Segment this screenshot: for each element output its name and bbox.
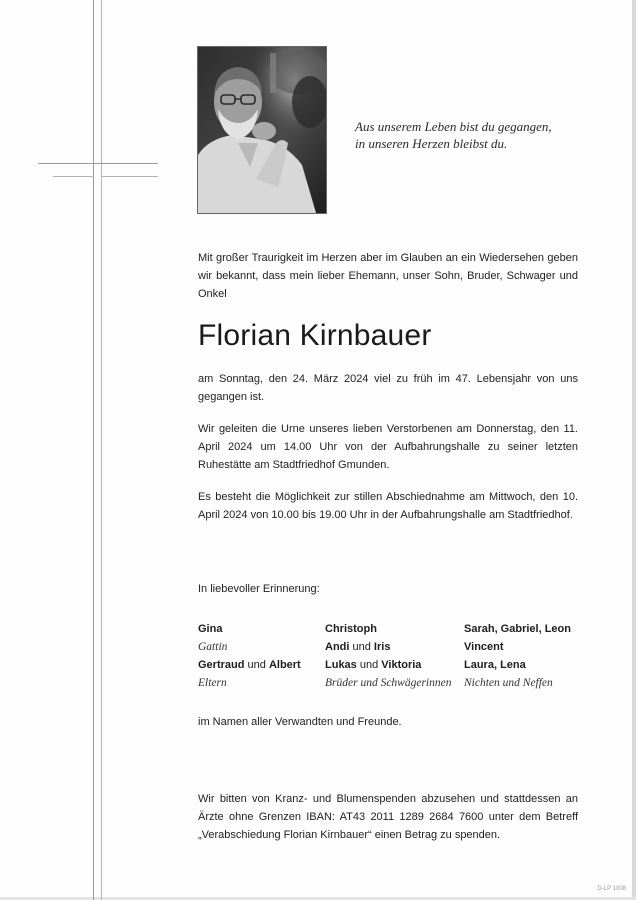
mourners-column-3 — [464, 620, 571, 692]
mourner-name: Sarah, Gabriel, Leon — [464, 623, 571, 635]
cross-vertical-line — [93, 0, 94, 900]
mourner-name: Viktoria — [381, 659, 422, 671]
mourner-name: Lukas — [325, 659, 357, 671]
print-code: D-LP 1008 — [597, 886, 626, 892]
cross-horizontal-line — [38, 163, 158, 164]
mourner-name: Gina — [198, 623, 223, 635]
intro-paragraph: Mit großer Traurigkeit im Herzen aber im Glauben an ein Wiedersehen geben wir bekannt, dass mein lieber Ehemann, unser Sohn, Bruder, Schwager und Onkel — [198, 252, 578, 300]
mourner-role: Gattin — [198, 641, 228, 653]
and-word: und — [244, 659, 269, 671]
mourner-name: Vincent — [464, 641, 504, 653]
funeral-details: Wir geleiten die Urne unseres lieben Verstorbenen am Donnerstag, den 11. April 2024 um 14.00 Uhr von der Aufbahrungshalle zu seiner letzten Ruhestätte am Stadtfriedhof Gmunden. — [198, 423, 578, 471]
quote-line-2: in unseren Herzen bleibst du. — [355, 136, 508, 151]
cross-horizontal-line-left — [53, 176, 94, 177]
memorial-quote — [355, 118, 595, 152]
and-word: und — [356, 659, 382, 671]
quote-line-1: Aus unserem Leben bist du gegangen, — [355, 119, 552, 134]
mourner-name: Andi — [325, 641, 350, 653]
mourners-column-2 — [325, 620, 451, 692]
and-word: und — [349, 641, 374, 653]
mourner-name: Albert — [268, 659, 301, 671]
death-announcement: am Sonntag, den 24. März 2024 viel zu früh im 47. Lebensjahr von uns gegangen ist. — [198, 373, 578, 403]
cross-horizontal-line-right — [102, 176, 158, 177]
mourner-pair — [198, 656, 301, 674]
mourner-role: Nichten und Neffen — [464, 677, 553, 689]
page-edge-right — [632, 0, 636, 900]
deceased-name: Florian Kirnbauer — [198, 319, 432, 352]
mourner-role: Brüder und Schwägerinnen — [325, 677, 452, 689]
mourner-name: Gertraud — [198, 659, 245, 671]
mourners-column-1 — [198, 620, 301, 692]
farewell-details: Es besteht die Möglichkeit zur stillen Abschiednahme am Mittwoch, den 10. April 2024 von 10.00 bis 19.00 Uhr in der Aufbahrungshalle am Stadtfriedhof. — [198, 491, 578, 521]
mourner-pair — [325, 638, 451, 656]
mourner-name: Christoph — [325, 623, 377, 635]
mourner-pair — [325, 656, 451, 674]
memory-heading: In liebevoller Erinnerung: — [198, 583, 320, 595]
closing-line: im Namen aller Verwandten und Freunde. — [198, 716, 402, 728]
mourner-name: Laura, Lena — [464, 659, 526, 671]
cross-vertical-line-inner — [101, 0, 102, 900]
mourner-role: Eltern — [198, 677, 227, 689]
donation-request: Wir bitten von Kranz- und Blumenspenden abzusehen und stattdessen an Ärzte ohne Grenzen IBAN: AT43 2011 1289 2684 7600 unter dem Betreff „Verabschiedung Florian Kirnbauer“ einen Betrag zu spenden. — [198, 793, 578, 841]
mourner-name: Iris — [373, 641, 391, 653]
portrait-photo — [197, 46, 327, 214]
